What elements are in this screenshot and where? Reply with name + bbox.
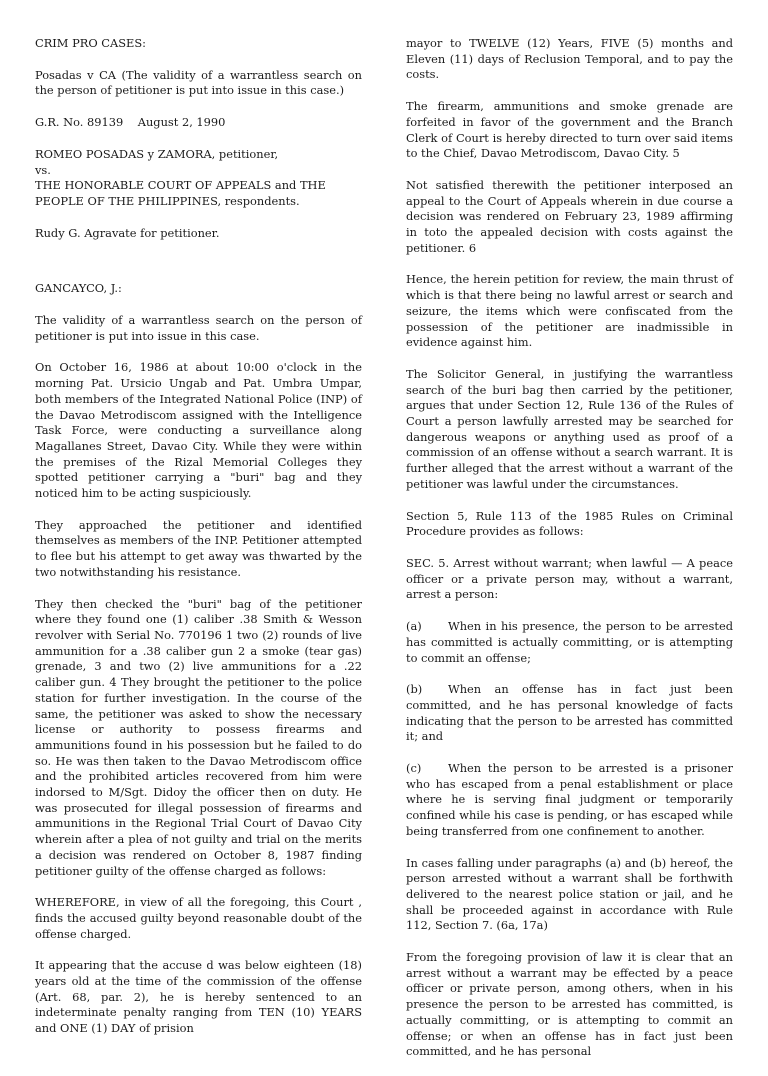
- paragraph-sentence-continued: mayor to TWELVE (12) Years, FIVE (5) months and Eleven (11) days of Reclusion Temporal, and to pay the costs.: [406, 36, 733, 82]
- paragraph-facts-2: They approached the petitioner and identified themselves as members of the INP. Petitioner attempted to flee but his attempt to get away was thwarted by the two notwithstanding his resistance.: [35, 517, 362, 579]
- case-parties: [35, 147, 362, 210]
- paragraph-section-5: Section 5, Rule 113 of the 1985 Rules on Criminal Procedure provides as follows:: [406, 508, 733, 539]
- item-a-label: (a): [406, 619, 422, 634]
- counsel-line: Rudy G. Agravate for petitioner.: [35, 225, 220, 240]
- left-column: [35, 36, 362, 1053]
- paragraph-wherefore: WHEREFORE, in view of all the foregoing, this Court , finds the accused guilty beyond reasonable doubt of the offense charged.: [35, 895, 362, 941]
- item-a-text: When in his presence, the person to be arrested has committed is actually committing, or is attempting to commit an offense;: [406, 619, 733, 665]
- gr-number-date: G.R. No. 89139 August 2, 1990: [35, 115, 226, 130]
- paragraph-issue: The validity of a warrantless search on the person of petitioner is put into issue in this case.: [35, 313, 362, 343]
- paragraph-sentence: It appearing that the accuse d was below eighteen (18) years old at the time of the commission of the offense (Art. 68, par. 2), he is hereby sentenced to an indeterminate penalty ranging from TEN (10) YEARS and ONE (1) DAY of prision: [35, 958, 362, 1036]
- versus-line: vs.: [35, 162, 51, 177]
- item-b-text: When an offense has in fact just been committed, and he has personal knowledge of facts indicating that the person to be arrested has committed it; and: [406, 682, 733, 744]
- petitioner-line: ROMEO POSADAS y ZAMORA, petitioner,: [35, 146, 279, 161]
- paragraph-foregoing: From the foregoing provision of law it is clear that an arrest without a warrant may be effected by a peace officer or private person, among others, when in his presence the person to be arrested has committed, is actually committing, or is attempting to commit an offense; or when an offense has in fact just been committed, and he has personal: [406, 950, 733, 1059]
- paragraph-solicitor-general: The Solicitor General, in justifying the warrantless search of the buri bag then carried by the petitioner, argues that under Section 12, Rule 136 of the Rules of Court a person lawfully arrested may be searched for dangerous weapons or anything used as proof of a commission of an offense without a search warrant. It is further alleged that the arrest without a warrant of the petitioner was lawful under the circumstances.: [406, 366, 733, 491]
- document-heading: CRIM PRO CASES:: [35, 36, 146, 50]
- item-c-label: (c): [406, 761, 422, 776]
- paragraph-appeal: Not satisfied therewith the petitioner interposed an appeal to the Court of Appeals wherein in due course a decision was rendered on February 23, 1989 affirming in toto the appealed decision with costs against the petitioner. 6: [406, 177, 733, 255]
- right-column: [406, 36, 733, 1076]
- item-b-label: (b): [406, 682, 423, 697]
- respondents-line: THE HONORABLE COURT OF APPEALS and THE PEOPLE OF THE PHILIPPINES, respondents.: [35, 178, 326, 208]
- ponente-line: GANCAYCO, J.:: [35, 281, 122, 296]
- list-item-b: [406, 682, 733, 745]
- case-title: Posadas v CA (The validity of a warrantless search on the person of petitioner is put into issue in this case.): [35, 67, 362, 98]
- item-c-text: When the person to be arrested is a prisoner who has escaped from a penal establishment or place where he is serving final judgment or temporarily confined while his case is pending, or has escaped while being transferred from one confinement to another.: [406, 761, 733, 838]
- paragraph-facts-1: On October 16, 1986 at about 10:00 o'clock in the morning Pat. Ursicio Ungab and Pat. Umbra Umpar, both members of the Integrated National Police (INP) of the Davao Metrodiscom assigned with the Intelligence Task Force, were conducting a surveillance along Magallanes Street, Davao City. While they were within the premises of the Rizal Memorial Colleges they spotted petitioner carrying a "buri" bag and they noticed him to be acting suspiciously.: [35, 360, 362, 501]
- paragraph-cases: In cases falling under paragraphs (a) and (b) hereof, the person arrested without a warrant shall be forthwith delivered to the nearest police station or jail, and he shall be proceeded against in accordance with Rule 112, Section 7. (6a, 17a): [406, 855, 733, 933]
- paragraph-facts-3: They then checked the "buri" bag of the petitioner where they found one (1) caliber .38 Smith & Wesson revolver with Serial No. 770196 1 two (2) rounds of live ammunition for a .38 caliber gun 2 a smoke (tear gas) grenade, 3 and two (2) live ammunitions for a .22 caliber gun. 4 They brought the petitioner to the police station for further investigation. In the course of the same, the petitioner was asked to show the necessary license or authority to possess firearms and ammunitions found in his possession but he failed to do so. He was then taken to the Davao Metrodiscom office and the prohibited articles recovered from him were indorsed to M/Sgt. Didoy the officer then on duty. He was prosecuted for illegal possession of firearms and ammunitions in the Regional Trial Court of Davao City wherein after a plea of not guilty and trial on the merits a decision was rendered on October 8, 1987 finding petitioner guilty of the offense charged as follows:: [35, 596, 362, 878]
- list-item-c: [406, 761, 733, 840]
- paragraph-sec5-text: SEC. 5. Arrest without warrant; when lawful — A peace officer or a private person may, without a warrant, arrest a person:: [406, 555, 733, 602]
- paragraph-petition: Hence, the herein petition for review, the main thrust of which is that there being no lawful arrest or search and seizure, the items which were confiscated from the possession of the petitioner are inadmissible in evidence against him.: [406, 272, 733, 350]
- list-item-a: [406, 619, 733, 666]
- paragraph-forfeited: The firearm, ammunitions and smoke grenade are forfeited in favor of the government and the Branch Clerk of Court is hereby directed to turn over said items to the Chief, Davao Metrodiscom, Davao City. 5: [406, 99, 733, 161]
